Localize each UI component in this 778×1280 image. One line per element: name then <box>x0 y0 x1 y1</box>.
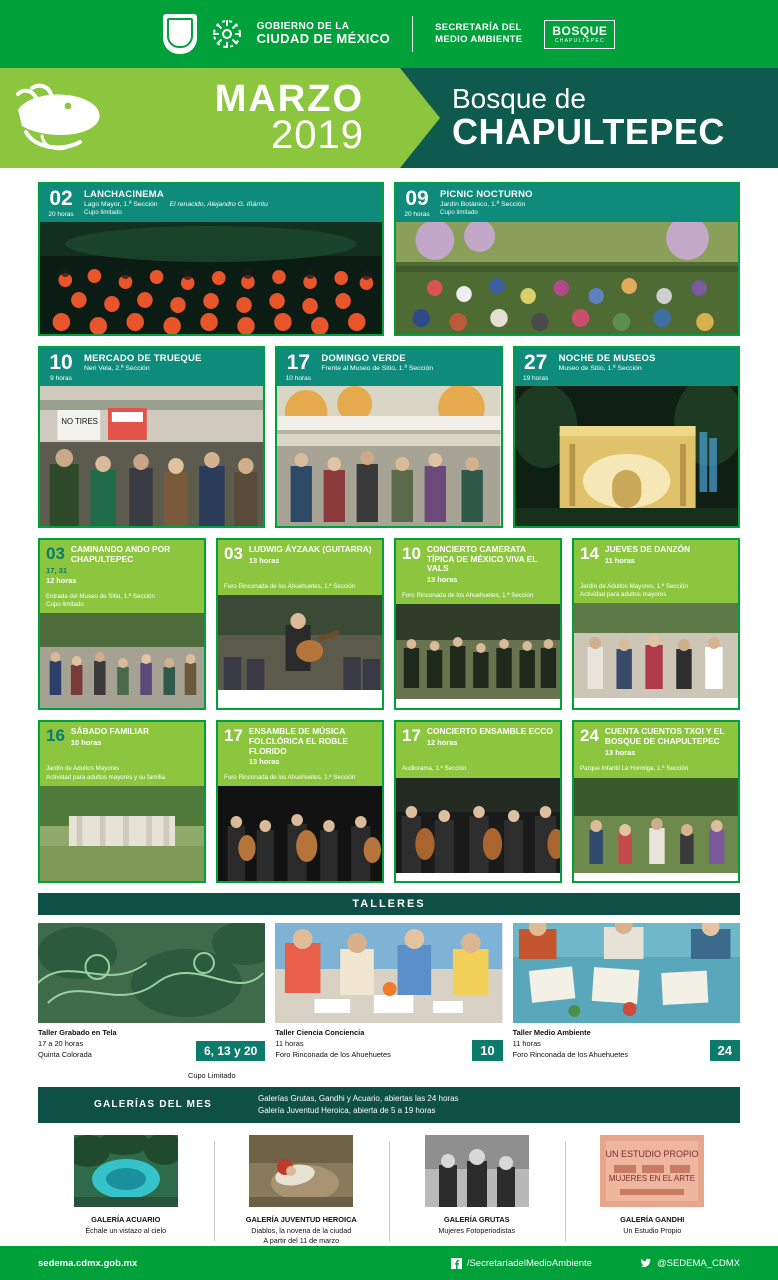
event-title: MERCADO DE TRUEQUE <box>84 353 202 364</box>
talleres-grid <box>38 923 740 1080</box>
event-card-ensamble-folclorica[interactable] <box>216 720 384 883</box>
taller-caption <box>275 1028 502 1060</box>
event-hours: 9 horas <box>50 375 72 382</box>
featured-events-row <box>38 182 740 336</box>
event-photo-lanchacinema <box>40 222 382 334</box>
poster-content <box>0 168 778 1247</box>
galeria-acuario[interactable] <box>38 1135 214 1247</box>
footer-twitter[interactable] <box>640 1258 740 1269</box>
event-day: 10 <box>49 351 73 374</box>
event-day: 03 <box>224 544 243 563</box>
event-hours: 13 horas <box>604 747 636 757</box>
banner-left-panel <box>0 68 400 168</box>
event-place: Foro Rinconada de los Ahuehuetes, 1.ª Sección <box>224 583 356 590</box>
event-header <box>40 722 204 762</box>
mid-events-row <box>38 346 740 528</box>
galerias-hours-line-2: Galería Juventud Heroica, abierta de 5 a 19 horas <box>258 1105 436 1115</box>
galeria-image-acuario <box>74 1135 178 1207</box>
event-title: SÁBADO FAMILIAR <box>70 726 150 737</box>
event-date <box>40 348 82 386</box>
event-photo-trueque <box>40 386 263 526</box>
event-place: Foro Rinconada de los Ahuehuetes, 1.ª Sección <box>224 774 356 782</box>
event-date <box>396 184 438 222</box>
event-place-block <box>40 590 204 613</box>
galeria-name: GALERÍA GANDHI <box>620 1214 685 1224</box>
grid-events-row-2 <box>38 720 740 883</box>
event-place: Parque Infantil La Hormiga, 1.ª Sección <box>580 765 689 773</box>
galerias-title: GALERÍAS DEL MES <box>94 1099 212 1111</box>
svg-text:NO TIRES: NO TIRES <box>61 416 98 427</box>
galeria-image-gandhi <box>600 1135 704 1207</box>
event-hours: 13 horas <box>248 757 280 767</box>
grid-events-row-1 <box>38 538 740 710</box>
galeria-gandhi[interactable] <box>565 1135 741 1247</box>
event-photo-cuenta-cuentos <box>574 778 738 873</box>
event-card-ludwig-ayzaak[interactable] <box>216 538 384 710</box>
taller-caption <box>513 1028 740 1060</box>
event-hours: 20 horas <box>404 211 430 218</box>
twitter-icon <box>640 1258 652 1269</box>
talleres-section <box>38 893 740 1080</box>
event-title: JUEVES DE DANZÓN <box>604 544 691 554</box>
event-header <box>40 184 382 222</box>
event-place-block <box>218 771 382 786</box>
event-title: ENSAMBLE DE MÚSICA FOLCLÓRICA EL ROBLE FLORIDO <box>248 726 349 756</box>
event-date <box>40 184 82 222</box>
event-photo-folclorica <box>218 786 382 881</box>
bosque-logo-line-2: CHAPULTEPEC <box>554 37 605 44</box>
taller-dates-badge: 6, 13 y 20 <box>196 1041 265 1061</box>
event-hours: 19 horas <box>523 375 549 382</box>
event-card-noche-de-museos[interactable] <box>513 346 740 528</box>
taller-place: Quinta Colorada <box>38 1049 92 1059</box>
footer-facebook[interactable] <box>451 1258 592 1269</box>
event-note: Cupo limitado <box>440 209 478 217</box>
event-header <box>218 722 382 771</box>
event-hours: 12 horas <box>426 738 458 748</box>
event-note: Cupo limitado <box>46 601 84 609</box>
event-info <box>557 348 738 386</box>
event-place: Lago Mayor, 1.ª Sección <box>84 200 158 208</box>
event-info <box>319 348 500 386</box>
event-title: DOMINGO VERDE <box>321 353 406 364</box>
taller-photo-medio-ambiente <box>513 923 740 1023</box>
event-place: Audiorama, 1.ª Sección <box>402 765 467 773</box>
government-header-bar <box>0 0 778 68</box>
galeria-desc <box>222 1226 382 1247</box>
event-card-picnic-nocturno[interactable] <box>394 182 740 336</box>
banner-title-line-1: Bosque de <box>452 83 586 115</box>
event-place-block <box>574 762 738 777</box>
event-header <box>277 348 500 386</box>
taller-cupo-note: Cupo Limitado <box>188 1070 236 1080</box>
event-header <box>574 722 738 762</box>
event-day: 24 <box>580 726 599 746</box>
event-place: Jardín de Adultos Mayores, 1.ª Sección <box>580 583 688 590</box>
event-photo-danzon <box>574 603 738 698</box>
event-title: CAMINANDO ANDO POR CHAPULTEPEC <box>70 544 171 564</box>
event-hours: 13 horas <box>248 555 280 565</box>
year-label: 2019 <box>271 113 364 158</box>
event-day: 17 <box>224 726 243 746</box>
taller-dates-badge: 24 <box>710 1040 740 1061</box>
galeria-juventud-heroica[interactable] <box>214 1135 390 1247</box>
event-place-block <box>396 589 560 604</box>
event-header <box>396 184 738 222</box>
ajolote-illustration-icon <box>8 80 158 158</box>
government-name <box>257 22 391 46</box>
event-date <box>277 348 319 386</box>
event-place-block <box>574 580 738 603</box>
event-card-concierto-ensamble-ecco[interactable] <box>394 720 562 883</box>
galerias-grid <box>38 1135 740 1247</box>
event-photo-guitarra <box>218 595 382 690</box>
event-card-mercado-de-trueque[interactable] <box>38 346 265 528</box>
event-header <box>40 348 263 386</box>
event-date <box>515 348 557 386</box>
event-place: Jardín de Adultos Mayores <box>46 765 120 773</box>
galeria-name: GALERÍA GRUTAS <box>443 1214 510 1224</box>
galeria-desc: Échale un vistazo al cielo <box>85 1225 167 1235</box>
event-hours: 20 horas <box>48 211 74 218</box>
event-day: 27 <box>523 351 548 374</box>
svg-text:MUJERES EN EL ARTE: MUJERES EN EL ARTE <box>609 1173 696 1183</box>
event-hours: 11 horas <box>604 555 635 565</box>
galeria-image-grutas <box>425 1135 529 1207</box>
galeria-name: GALERÍA ACUARIO <box>91 1214 161 1224</box>
event-title: CONCIERTO CAMERATA TÍPICA DE MÉXICO VIVA EL VALS <box>426 544 538 574</box>
event-title: PICNIC NOCTURNO <box>440 189 533 200</box>
event-place-block <box>396 762 560 777</box>
event-header <box>218 540 382 580</box>
sedema-line-1: SECRETARÍA DEL <box>435 22 522 34</box>
footer-facebook-label: /SecretaríadelMedioAmbiente <box>466 1257 592 1269</box>
taller-dates-badge: 10 <box>472 1040 502 1061</box>
event-photo-domingo-verde <box>277 386 500 526</box>
event-title: NOCHE DE MUSEOS <box>558 353 656 364</box>
event-title: LUDWIG ÁYZAAK (GUITARRA) <box>248 544 372 554</box>
event-card-jueves-de-danzon[interactable] <box>572 538 740 710</box>
event-header <box>396 722 560 762</box>
event-header <box>515 348 738 386</box>
galerias-banner <box>38 1087 740 1123</box>
taller-place: Foro Rinconada de los Ahuehuetes <box>512 1049 629 1059</box>
event-photo-noche-museos <box>515 386 738 526</box>
event-photo-camerata <box>396 604 560 699</box>
galeria-name: GALERÍA JUVENTUD HEROICA <box>245 1214 357 1224</box>
event-card-caminando-ando[interactable] <box>38 538 206 710</box>
taller-ciencia-conciencia[interactable] <box>275 923 502 1060</box>
galeria-desc-line-2: A partir del 11 de marzo <box>263 1236 340 1246</box>
event-card-domingo-verde[interactable] <box>275 346 502 528</box>
gov-line-1: GOBIERNO DE LA <box>256 20 350 32</box>
galeria-desc: Un Estudio Propio <box>623 1225 682 1235</box>
event-info <box>82 348 263 386</box>
taller-title: Taller Ciencia Conciencia <box>275 1028 365 1038</box>
event-title: CONCIERTO ENSAMBLE ECCO <box>426 726 553 737</box>
taller-place: Foro Rinconada de los Ahuehuetes <box>275 1049 391 1059</box>
month-label: MARZO <box>214 78 364 121</box>
event-extra-dates: 17, 31 <box>46 566 68 576</box>
event-place: Museo de Sitio, 1.ª Sección <box>558 364 642 372</box>
event-photo-caminando <box>40 613 204 708</box>
event-header <box>396 540 560 589</box>
taller-grabado-en-tela[interactable] <box>38 923 265 1080</box>
event-photo-ecco <box>396 778 560 873</box>
header-divider <box>412 16 413 52</box>
banner-title-line-2: CHAPULTEPEC <box>452 111 725 153</box>
sedema-line-2: MEDIO AMBIENTE <box>435 34 523 45</box>
galeria-desc-line-1: Diablos, la novena de la ciudad <box>251 1225 352 1235</box>
event-place: Frente al Museo de Sitio, 1.ª Sección <box>321 364 434 372</box>
galeria-image-juventud-heroica <box>249 1135 353 1207</box>
taller-hours: 11 horas <box>275 1039 304 1049</box>
bosque-logo-line-1: BOSQUE <box>552 23 608 38</box>
event-hours: 12 horas <box>46 576 77 586</box>
event-day: 10 <box>402 544 421 563</box>
event-day: 14 <box>580 544 599 563</box>
cdmx-shield-icon <box>163 14 197 54</box>
taller-title: Taller Grabado en Tela <box>38 1028 117 1038</box>
event-place-block <box>218 580 382 595</box>
event-day: 02 <box>49 187 73 210</box>
event-card-camerata-tipica[interactable] <box>394 538 562 710</box>
event-info <box>438 184 738 222</box>
event-hours: 10 horas <box>70 738 102 748</box>
footer-bar <box>0 1246 778 1280</box>
galeria-desc: Mujeres Fotoperiodistas <box>438 1225 516 1235</box>
taller-photo-ciencia <box>275 923 502 1023</box>
event-place: Entrada del Museo de Sitio, 1.ª Sección <box>46 593 155 601</box>
event-note: Actividad para adultos mayores <box>580 591 667 599</box>
event-day: 17 <box>402 726 421 746</box>
event-title: CUENTA CUENTOS TXOI Y EL BOSQUE DE CHAPULTEPEC <box>604 726 725 747</box>
event-place: Foro Rinconada de los Ahuehuetes, 1.ª Sección <box>402 591 534 599</box>
event-card-lanchacinema[interactable] <box>38 182 384 336</box>
event-day: 16 <box>46 726 65 746</box>
banner-right-panel <box>400 68 778 168</box>
taller-photo-grabado <box>38 923 265 1023</box>
event-header <box>574 540 738 580</box>
event-hours: 13 horas <box>426 574 458 584</box>
event-day: 09 <box>405 187 429 210</box>
event-day: 17 <box>286 351 310 374</box>
event-title: LANCHACINEMA <box>84 189 164 200</box>
event-place: Jardín Botánico, 1.ª Sección <box>440 200 526 208</box>
event-photo-picnic <box>396 222 738 334</box>
taller-hours: 11 horas <box>512 1039 541 1049</box>
galerias-hours-line-1: Galerías Grutas, Gandhi y Acuario, abiertas las 24 horas <box>258 1093 459 1103</box>
event-extra: El renacido, Alejandro G. Iñárritu <box>169 200 268 208</box>
footer-twitter-label: @SEDEMA_CDMX <box>656 1257 740 1269</box>
sedema-name <box>435 22 522 46</box>
taller-title: Taller Medio Ambiente <box>512 1028 591 1038</box>
event-card-cuenta-cuentos[interactable] <box>572 720 740 883</box>
event-card-sabado-familiar[interactable] <box>38 720 206 883</box>
bosque-chapultepec-logo <box>544 20 615 49</box>
event-place: Neri Vela, 2.ª Sección <box>84 364 150 372</box>
facebook-icon <box>451 1258 462 1269</box>
cdmx-logo-icon <box>207 14 247 54</box>
event-photo-sabado-familiar <box>40 786 204 881</box>
gov-line-2: CIUDAD DE MÉXICO <box>256 31 391 47</box>
event-header <box>40 540 204 590</box>
event-note: Cupo limitado <box>84 209 122 217</box>
galeria-grutas[interactable] <box>389 1135 565 1247</box>
taller-medio-ambiente[interactable] <box>513 923 740 1060</box>
event-info <box>82 184 382 222</box>
event-hours: 10 horas <box>285 375 311 382</box>
event-note: Actividad para adultos mayores y su familia <box>46 773 165 781</box>
month-banner <box>0 68 778 168</box>
footer-website[interactable]: sedema.cdmx.gob.mx <box>38 1257 138 1269</box>
galerias-hours-info <box>258 1093 459 1117</box>
taller-hours: 17 a 20 horas <box>38 1039 84 1049</box>
event-place-block <box>40 762 204 785</box>
month-year-block <box>214 78 364 158</box>
event-day: 03 <box>46 544 65 563</box>
svg-text:UN ESTUDIO PROPIO: UN ESTUDIO PROPIO <box>605 1148 699 1159</box>
talleres-title: TALLERES <box>38 893 740 915</box>
